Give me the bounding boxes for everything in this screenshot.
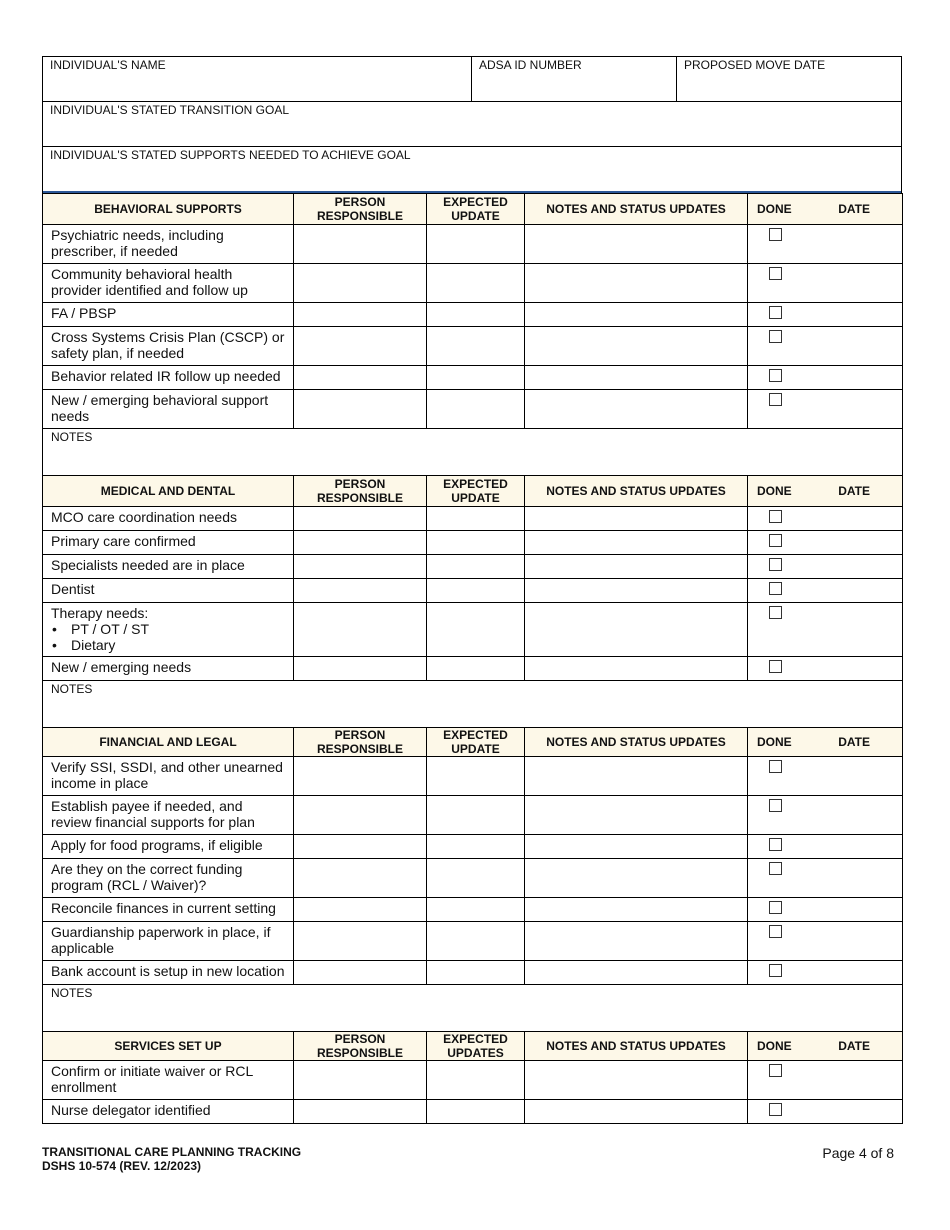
done-cell (748, 531, 903, 555)
person-cell[interactable] (294, 390, 427, 429)
table-row (43, 555, 903, 579)
person-cell[interactable] (294, 327, 427, 366)
done-checkbox[interactable] (769, 228, 782, 241)
table-row (43, 961, 903, 985)
table-row (43, 922, 903, 961)
expected-cell[interactable] (427, 327, 525, 366)
behavioral-section-title: BEHAVIORAL SUPPORTS (43, 194, 294, 225)
done-cell (748, 366, 903, 390)
notes-cell[interactable] (525, 390, 748, 429)
task-label: MCO care coordination needs (43, 507, 294, 531)
person-cell[interactable] (294, 796, 427, 835)
done-cell (748, 898, 903, 922)
done-cell (748, 922, 903, 961)
expected-cell[interactable] (427, 757, 525, 796)
page-number: Page 4 of 8 (822, 1145, 894, 1161)
person-responsible-header: PERSON RESPONSIBLE (294, 728, 427, 757)
done-date-header (748, 728, 903, 757)
task-label: Are they on the correct funding program (RCL / Waiver)? (43, 859, 294, 898)
done-cell (748, 390, 903, 429)
done-header: DONE (757, 735, 792, 749)
person-cell[interactable] (294, 264, 427, 303)
notes-status-header: NOTES AND STATUS UPDATES (525, 1032, 748, 1061)
person-cell[interactable] (294, 922, 427, 961)
done-checkbox[interactable] (769, 393, 782, 406)
expected-cell[interactable] (427, 390, 525, 429)
table-row (43, 757, 903, 796)
therapy-needs-cell (43, 603, 294, 657)
task-label: Verify SSI, SSDI, and other unearned income in place (43, 757, 294, 796)
person-cell[interactable] (294, 366, 427, 390)
table-row (43, 507, 903, 531)
person-cell[interactable] (294, 1061, 427, 1100)
task-label: Nurse delegator identified (43, 1100, 294, 1124)
notes-status-header: NOTES AND STATUS UPDATES (525, 728, 748, 757)
task-label: Guardianship paperwork in place, if applicable (43, 922, 294, 961)
expected-cell[interactable] (427, 303, 525, 327)
notes-cell[interactable] (525, 657, 748, 681)
task-label: Psychiatric needs, including prescriber, if needed (43, 225, 294, 264)
done-checkbox[interactable] (769, 799, 782, 812)
task-label: Behavior related IR follow up needed (43, 366, 294, 390)
expected-cell[interactable] (427, 366, 525, 390)
person-responsible-header: PERSON RESPONSIBLE (294, 476, 427, 507)
notes-label: NOTES (51, 682, 93, 696)
notes-label: NOTES (51, 430, 93, 444)
notes-cell[interactable] (525, 264, 748, 303)
notes-cell[interactable] (525, 796, 748, 835)
date-header: DATE (838, 484, 870, 498)
medical-notes-row (43, 681, 903, 728)
page-footer (42, 1145, 894, 1173)
person-responsible-header: PERSON RESPONSIBLE (294, 1032, 427, 1061)
done-checkbox[interactable] (769, 606, 782, 619)
done-cell (748, 225, 903, 264)
expected-cell[interactable] (427, 859, 525, 898)
done-cell (748, 579, 903, 603)
notes-cell[interactable] (525, 531, 748, 555)
table-row (43, 796, 903, 835)
person-responsible-header: PERSON RESPONSIBLE (294, 194, 427, 225)
expected-cell[interactable] (427, 579, 525, 603)
expected-updates-header: EXPECTED UPDATES (427, 1032, 525, 1061)
behavioral-notes-field[interactable] (43, 429, 903, 476)
done-checkbox[interactable] (769, 1064, 782, 1077)
proposed-move-date-label: PROPOSED MOVE DATE (684, 58, 826, 72)
date-header: DATE (838, 735, 870, 749)
expected-cell[interactable] (427, 898, 525, 922)
done-cell (748, 555, 903, 579)
task-label: Confirm or initiate waiver or RCL enrollment (43, 1061, 294, 1100)
therapy-needs-list (51, 621, 286, 653)
person-cell[interactable] (294, 555, 427, 579)
expected-cell[interactable] (427, 1100, 525, 1124)
done-cell (748, 603, 903, 657)
notes-cell[interactable] (525, 366, 748, 390)
task-label: Apply for food programs, if eligible (43, 835, 294, 859)
task-label: New / emerging behavioral support needs (43, 390, 294, 429)
expected-cell[interactable] (427, 225, 525, 264)
supports-needed-label: INDIVIDUAL'S STATED SUPPORTS NEEDED TO ACHIEVE GOAL (50, 148, 411, 162)
table-row (43, 657, 903, 681)
notes-cell[interactable] (525, 603, 748, 657)
done-checkbox[interactable] (769, 369, 782, 382)
done-cell (748, 757, 903, 796)
financial-notes-field[interactable] (43, 985, 903, 1032)
date-header: DATE (838, 202, 870, 216)
done-checkbox[interactable] (769, 838, 782, 851)
financial-header-row (43, 728, 903, 757)
task-label: Bank account is setup in new location (43, 961, 294, 985)
individual-info-header (42, 56, 902, 193)
adsa-id-label: ADSA ID NUMBER (479, 58, 582, 72)
done-checkbox[interactable] (769, 510, 782, 523)
done-date-header (748, 1032, 903, 1061)
person-cell[interactable] (294, 531, 427, 555)
form-number: DSHS 10-574 (REV. 12/2023) (42, 1159, 201, 1173)
medical-header-row (43, 476, 903, 507)
done-cell (748, 657, 903, 681)
done-cell (748, 859, 903, 898)
notes-cell[interactable] (525, 1100, 748, 1124)
done-checkbox[interactable] (769, 901, 782, 914)
financial-notes-row (43, 985, 903, 1032)
person-cell[interactable] (294, 1100, 427, 1124)
date-header: DATE (838, 1039, 870, 1053)
person-cell[interactable] (294, 898, 427, 922)
task-label: Cross Systems Crisis Plan (CSCP) or safety plan, if needed (43, 327, 294, 366)
expected-cell[interactable] (427, 835, 525, 859)
table-row (43, 898, 903, 922)
table-row (43, 225, 903, 264)
table-row (43, 579, 903, 603)
done-header: DONE (757, 202, 792, 216)
done-checkbox[interactable] (769, 660, 782, 673)
notes-label: NOTES (51, 986, 93, 1000)
notes-cell[interactable] (525, 835, 748, 859)
table-row (43, 303, 903, 327)
person-cell[interactable] (294, 835, 427, 859)
person-cell[interactable] (294, 225, 427, 264)
behavioral-notes-row (43, 429, 903, 476)
person-cell[interactable] (294, 961, 427, 985)
done-date-header (748, 476, 903, 507)
task-label: Therapy needs: (51, 605, 149, 621)
table-row (43, 835, 903, 859)
notes-status-header: NOTES AND STATUS UPDATES (525, 476, 748, 507)
expected-update-header: EXPECTED UPDATE (427, 728, 525, 757)
done-checkbox[interactable] (769, 534, 782, 547)
notes-cell[interactable] (525, 327, 748, 366)
notes-cell[interactable] (525, 507, 748, 531)
done-checkbox[interactable] (769, 330, 782, 343)
transition-goal-field[interactable] (43, 102, 901, 146)
expected-cell[interactable] (427, 555, 525, 579)
person-cell[interactable] (294, 303, 427, 327)
person-cell[interactable] (294, 603, 427, 657)
notes-cell[interactable] (525, 961, 748, 985)
financial-section-title: FINANCIAL AND LEGAL (43, 728, 294, 757)
expected-cell[interactable] (427, 264, 525, 303)
notes-cell[interactable] (525, 757, 748, 796)
expected-cell[interactable] (427, 1061, 525, 1100)
done-header: DONE (757, 484, 792, 498)
table-row (43, 531, 903, 555)
expected-cell[interactable] (427, 603, 525, 657)
expected-update-header: EXPECTED UPDATE (427, 476, 525, 507)
services-section-title: SERVICES SET UP (43, 1032, 294, 1061)
table-row (43, 264, 903, 303)
done-date-header (748, 194, 903, 225)
header-row-1 (43, 57, 901, 102)
list-item: • Dietary (51, 637, 286, 653)
done-cell (748, 303, 903, 327)
person-cell[interactable] (294, 579, 427, 603)
table-row (43, 603, 903, 657)
expected-cell[interactable] (427, 796, 525, 835)
expected-cell[interactable] (427, 922, 525, 961)
table-row (43, 859, 903, 898)
supports-needed-field[interactable] (43, 147, 901, 191)
notes-cell[interactable] (525, 303, 748, 327)
behavioral-header-row (43, 194, 903, 225)
transition-goal-label: INDIVIDUAL'S STATED TRANSITION GOAL (50, 103, 289, 117)
individual-name-field[interactable] (43, 57, 472, 101)
done-checkbox[interactable] (769, 862, 782, 875)
task-label: Reconcile finances in current setting (43, 898, 294, 922)
done-cell (748, 1061, 903, 1100)
task-label: Establish payee if needed, and review financial supports for plan (43, 796, 294, 835)
done-checkbox[interactable] (769, 925, 782, 938)
done-checkbox[interactable] (769, 964, 782, 977)
table-row (43, 1100, 903, 1124)
list-item: • PT / OT / ST (51, 621, 286, 637)
notes-status-header: NOTES AND STATUS UPDATES (525, 194, 748, 225)
notes-cell[interactable] (525, 225, 748, 264)
person-cell[interactable] (294, 757, 427, 796)
task-label: Dentist (43, 579, 294, 603)
person-cell[interactable] (294, 859, 427, 898)
done-checkbox[interactable] (769, 582, 782, 595)
notes-cell[interactable] (525, 1061, 748, 1100)
done-cell (748, 961, 903, 985)
table-row (43, 366, 903, 390)
expected-cell[interactable] (427, 507, 525, 531)
done-cell (748, 507, 903, 531)
done-checkbox[interactable] (769, 760, 782, 773)
done-cell (748, 835, 903, 859)
notes-cell[interactable] (525, 898, 748, 922)
done-checkbox[interactable] (769, 306, 782, 319)
notes-cell[interactable] (525, 922, 748, 961)
done-checkbox[interactable] (769, 267, 782, 280)
task-label: Community behavioral health provider identified and follow up (43, 264, 294, 303)
form-page (42, 56, 902, 1124)
task-label: FA / PBSP (43, 303, 294, 327)
medical-notes-field[interactable] (43, 681, 903, 728)
task-label: Primary care confirmed (43, 531, 294, 555)
table-row (43, 390, 903, 429)
table-row (43, 327, 903, 366)
expected-cell[interactable] (427, 531, 525, 555)
individual-name-label: INDIVIDUAL'S NAME (50, 58, 166, 72)
done-checkbox[interactable] (769, 558, 782, 571)
form-title: TRANSITIONAL CARE PLANNING TRACKING (42, 1145, 302, 1159)
expected-update-header: EXPECTED UPDATE (427, 194, 525, 225)
done-cell (748, 327, 903, 366)
header-row-3 (43, 147, 901, 193)
done-cell (748, 796, 903, 835)
task-label: Specialists needed are in place (43, 555, 294, 579)
person-cell[interactable] (294, 507, 427, 531)
tracking-table (42, 193, 903, 1124)
medical-section-title: MEDICAL AND DENTAL (43, 476, 294, 507)
adsa-id-field[interactable] (472, 57, 677, 101)
done-header: DONE (757, 1039, 792, 1053)
done-cell (748, 264, 903, 303)
notes-cell[interactable] (525, 555, 748, 579)
task-label: New / emerging needs (43, 657, 294, 681)
table-row (43, 1061, 903, 1100)
done-checkbox[interactable] (769, 1103, 782, 1116)
services-header-row (43, 1032, 903, 1061)
header-row-2 (43, 102, 901, 147)
notes-cell[interactable] (525, 579, 748, 603)
expected-cell[interactable] (427, 657, 525, 681)
expected-cell[interactable] (427, 961, 525, 985)
done-cell (748, 1100, 903, 1124)
proposed-move-date-field[interactable] (677, 57, 901, 101)
notes-cell[interactable] (525, 859, 748, 898)
person-cell[interactable] (294, 657, 427, 681)
